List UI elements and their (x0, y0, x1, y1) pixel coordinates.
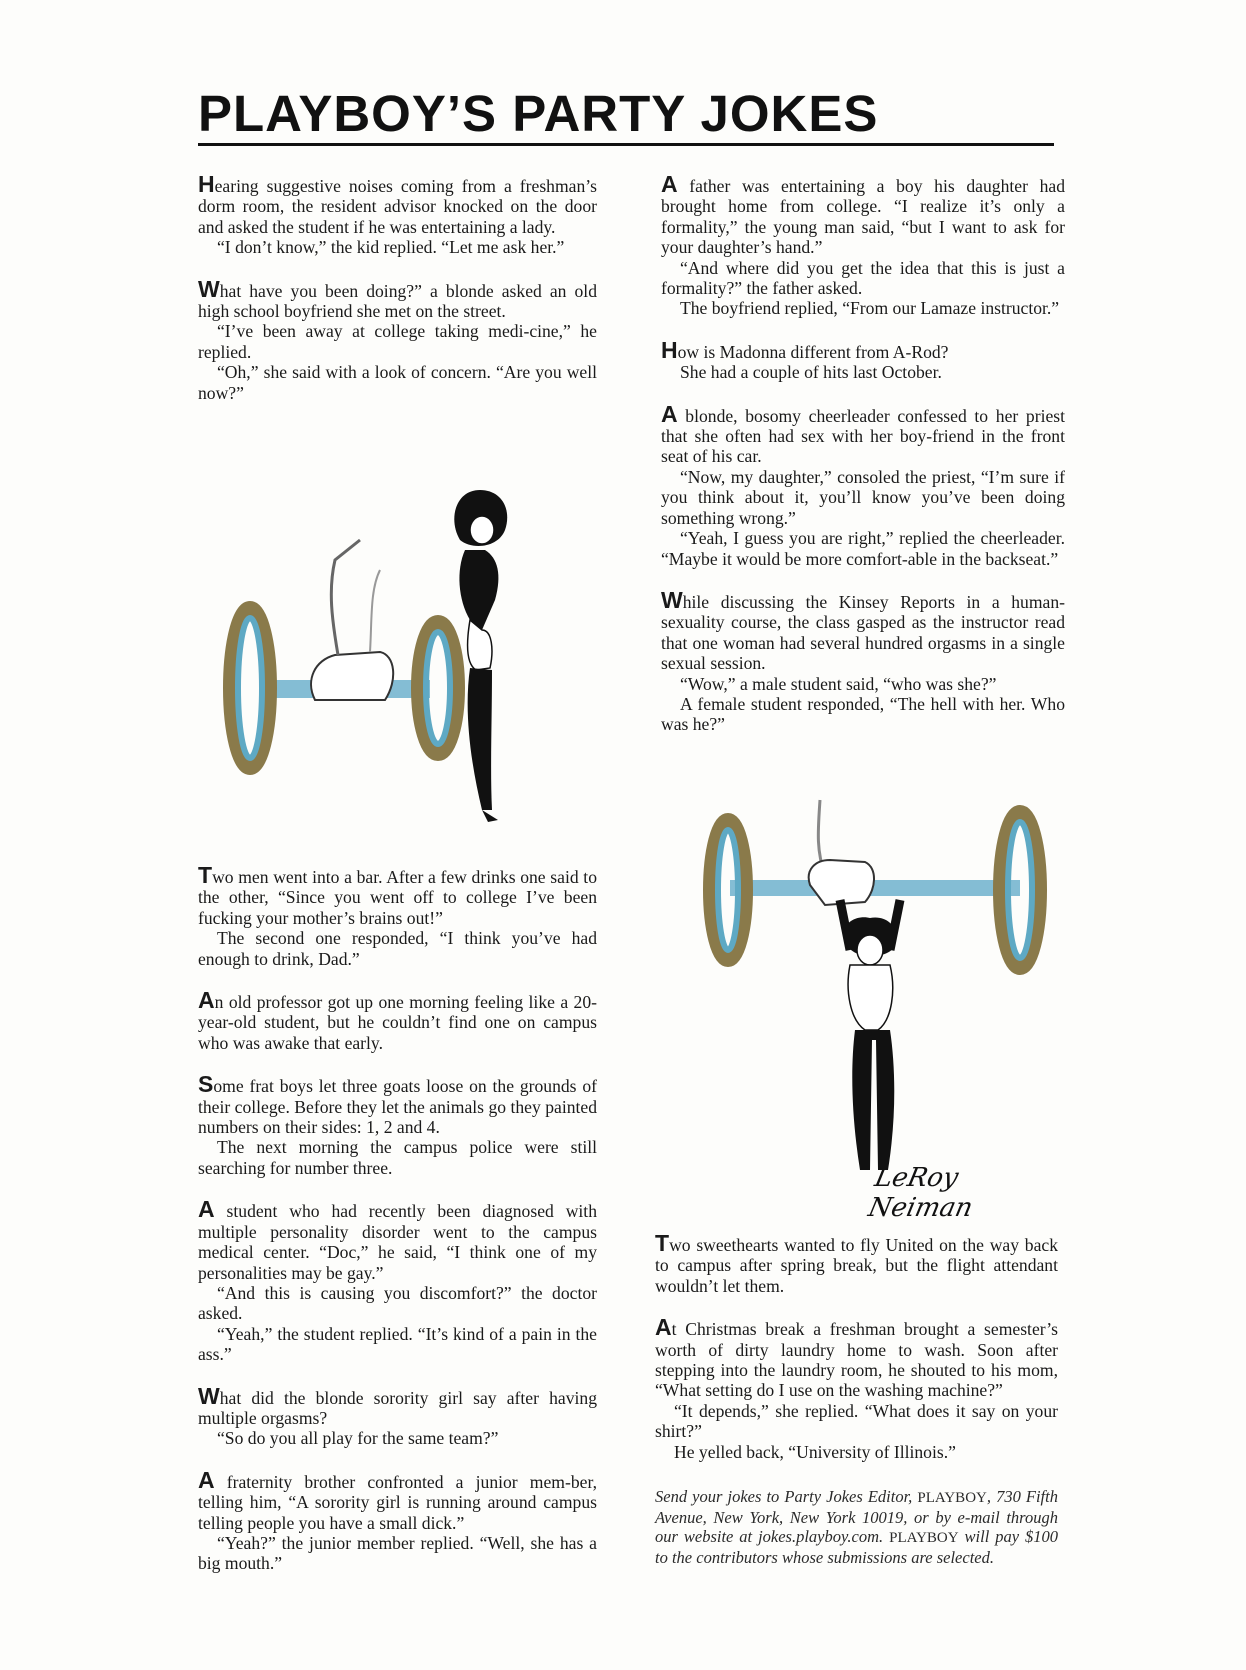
left-column-bottom (198, 862, 597, 1596)
drop-initial: A (661, 171, 678, 197)
joke-text: “So do you all play for the same team?” (217, 1428, 499, 1449)
joke-paragraph (661, 362, 1065, 382)
drop-initial: A (655, 1314, 672, 1341)
joke-block (198, 987, 597, 1053)
joke-paragraph (661, 258, 1065, 299)
joke-paragraph (198, 1324, 597, 1365)
joke-text: “It depends,” she replied. “What does it say on your shirt?” (655, 1400, 1058, 1442)
right-column-top (661, 171, 1065, 757)
joke-text: “Yeah?” the junior member replied. “Well, she has a big mouth.” (198, 1532, 597, 1574)
right-column-bottom (655, 1230, 1058, 1484)
drop-initial: H (198, 171, 215, 197)
submission-text-1: Send your jokes to Party Jokes Editor, (655, 1487, 918, 1506)
joke-text: t Christmas break a freshman brought a semester’s worth of dirty laundry home to wash. Soon after stepping into the laundry room, he shouted to his mom, “What setting do I use on the washing machine?” (655, 1319, 1058, 1401)
joke-text: “Yeah, I guess you are right,” replied the cheerleader. “Maybe it would be more comfort-able in the backseat.” (661, 528, 1065, 569)
joke-text: ow is Madonna different from A-Rod? (677, 341, 949, 362)
drop-initial: T (655, 1230, 670, 1256)
joke-paragraph (198, 171, 597, 237)
illustration-hanging-woman (700, 790, 1050, 1200)
joke-block (198, 862, 597, 969)
joke-paragraph (198, 275, 597, 322)
joke-text: student who had recently been diagnosed with multiple personality disorder went to the campus medical center. “Doc,” he said, “I think one of my personalities may be gay.” (198, 1201, 597, 1283)
joke-block (198, 275, 597, 403)
joke-text: The second one responded, “I think you’ve had enough to drink, Dad.” (198, 928, 597, 969)
joke-paragraph (198, 1382, 597, 1429)
joke-paragraph (198, 321, 597, 362)
joke-paragraph (655, 1314, 1058, 1401)
joke-text: “Now, my daughter,” consoled the priest, “I’m sure if you think about it, you’ll know you’ve been doing something wrong.” (661, 466, 1065, 528)
drop-initial: T (198, 862, 213, 888)
hand-graphic (311, 540, 393, 700)
left-column-top (198, 171, 597, 425)
joke-block (198, 1382, 597, 1449)
drop-initial: W (198, 275, 220, 302)
joke-text: He yelled back, “University of Illinois.” (674, 1441, 956, 1462)
drop-initial: A (198, 1466, 215, 1493)
joke-paragraph (198, 1533, 597, 1574)
joke-paragraph (661, 298, 1065, 318)
artist-signature (865, 1163, 1052, 1223)
joke-block (661, 336, 1065, 383)
joke-paragraph (198, 237, 597, 257)
joke-text: “I don’t know,” the kid replied. “Let me ask her.” (217, 237, 565, 258)
title-rule (198, 143, 1054, 146)
woman-figure (840, 900, 900, 1170)
drop-initial: A (661, 400, 678, 427)
joke-paragraph (661, 400, 1065, 467)
joke-paragraph (198, 1283, 597, 1324)
joke-paragraph (655, 1401, 1058, 1442)
joke-text: “Oh,” she said with a look of concern. “Are you well now?” (198, 362, 597, 403)
illustration-barbell-woman (220, 480, 600, 840)
joke-text: “And this is causing you discomfort?” the doctor asked. (198, 1282, 597, 1324)
submission-note (655, 1487, 1058, 1567)
joke-paragraph (198, 1428, 597, 1448)
submission-text-2: , 730 Fifth Avenue, New York, New York 10019, or by e-mail through our website at jokes.playboy.com. (655, 1487, 1058, 1546)
drop-initial: W (661, 586, 683, 613)
drop-initial: A (198, 1196, 215, 1223)
joke-paragraph (198, 987, 597, 1053)
joke-text: father was entertaining a boy his daughter had brought home from college. “I realize it’s only a formality,” the young man said, “but I want to ask for your daughter’s hand.” (661, 176, 1065, 258)
joke-block (655, 1314, 1058, 1462)
joke-text: The next morning the campus police were still searching for number three. (198, 1137, 597, 1178)
page-title: PLAYBOY’S PARTY JOKES (198, 85, 879, 142)
drop-initial: A (198, 987, 215, 1014)
joke-text: A female student responded, “The hell with her. Who was he?” (661, 693, 1065, 735)
joke-text: “Yeah,” the student replied. “It’s kind of a pain in the ass.” (198, 1323, 597, 1365)
joke-text: hat have you been doing?” a blonde asked an old high school boyfriend she met on the street. (198, 280, 597, 322)
joke-paragraph (661, 586, 1065, 674)
drop-initial: S (198, 1071, 214, 1098)
joke-text: “And where did you get the idea that this is just a formality?” the father asked. (661, 257, 1065, 299)
joke-text: fraternity brother confronted a junior mem-ber, telling him, “A sorority girl is running around campus telling people you have a small dick.” (198, 1471, 597, 1533)
joke-block (198, 1071, 597, 1178)
joke-paragraph (661, 467, 1065, 528)
joke-paragraph (655, 1442, 1058, 1462)
drop-initial: W (198, 1382, 220, 1409)
joke-paragraph (661, 336, 1065, 363)
joke-paragraph (661, 171, 1065, 258)
drop-initial: H (661, 336, 678, 363)
joke-block (661, 171, 1065, 319)
joke-block (655, 1230, 1058, 1296)
joke-paragraph (198, 1196, 597, 1283)
joke-paragraph (198, 362, 597, 403)
joke-text: earing suggestive noises coming from a freshman’s dorm room, the resident advisor knocked on the door and asked the student if he was entertaining a lady. (198, 176, 597, 237)
joke-paragraph (198, 928, 597, 969)
joke-text: wo sweethearts wanted to fly United on the way back to campus after spring break, but the flight attendant wouldn’t let them. (655, 1235, 1058, 1296)
joke-paragraph (655, 1230, 1058, 1296)
joke-block (198, 171, 597, 258)
joke-block (661, 586, 1065, 735)
joke-text: She had a couple of hits last October. (680, 362, 942, 383)
brand-name: PLAYBOY (917, 1490, 987, 1506)
joke-paragraph (198, 862, 597, 928)
signature-text: LeRoy Neiman (865, 1163, 976, 1223)
joke-block (198, 1196, 597, 1365)
joke-text: The boyfriend replied, “From our Lamaze instructor.” (680, 298, 1060, 319)
joke-text: n old professor got up one morning feeling like a 20-year-old student, but he couldn’t find one on campus who was awake that early. (198, 992, 597, 1053)
joke-text: hile discussing the Kinsey Reports in a human-sexuality course, the class gasped as the instructor read that one woman had several hundred orgasms in a single sexual session. (661, 591, 1065, 674)
joke-paragraph (661, 694, 1065, 735)
joke-paragraph (661, 528, 1065, 569)
hand-graphic (809, 800, 874, 905)
joke-paragraph (198, 1137, 597, 1178)
joke-paragraph (198, 1466, 597, 1533)
joke-text: hat did the blonde sorority girl say after having multiple orgasms? (198, 1387, 597, 1428)
joke-block (198, 1466, 597, 1574)
joke-text: ome frat boys let three goats loose on the grounds of their college. Before they let the animals go they painted numbers on their sides: 1, 2 and 4. (198, 1076, 597, 1138)
joke-paragraph (661, 674, 1065, 694)
joke-text: “Wow,” a male student said, “who was she?” (680, 673, 997, 694)
submission-text-3: will pay $100 to the contributors whose submissions are selected. (655, 1527, 1058, 1567)
brand-name: PLAYBOY (889, 1530, 959, 1546)
joke-text: blonde, bosomy cheerleader confessed to her priest that she often had sex with her boy-friend in the front seat of his car. (661, 405, 1065, 467)
joke-text: wo men went into a bar. After a few drinks one said to the other, “Since you went off to college I’ve been fucking your mother’s brains out!” (198, 867, 597, 928)
joke-text: “I’ve been away at college taking medi-cine,” he replied. (198, 321, 597, 362)
joke-block (661, 400, 1065, 569)
joke-paragraph (198, 1071, 597, 1138)
